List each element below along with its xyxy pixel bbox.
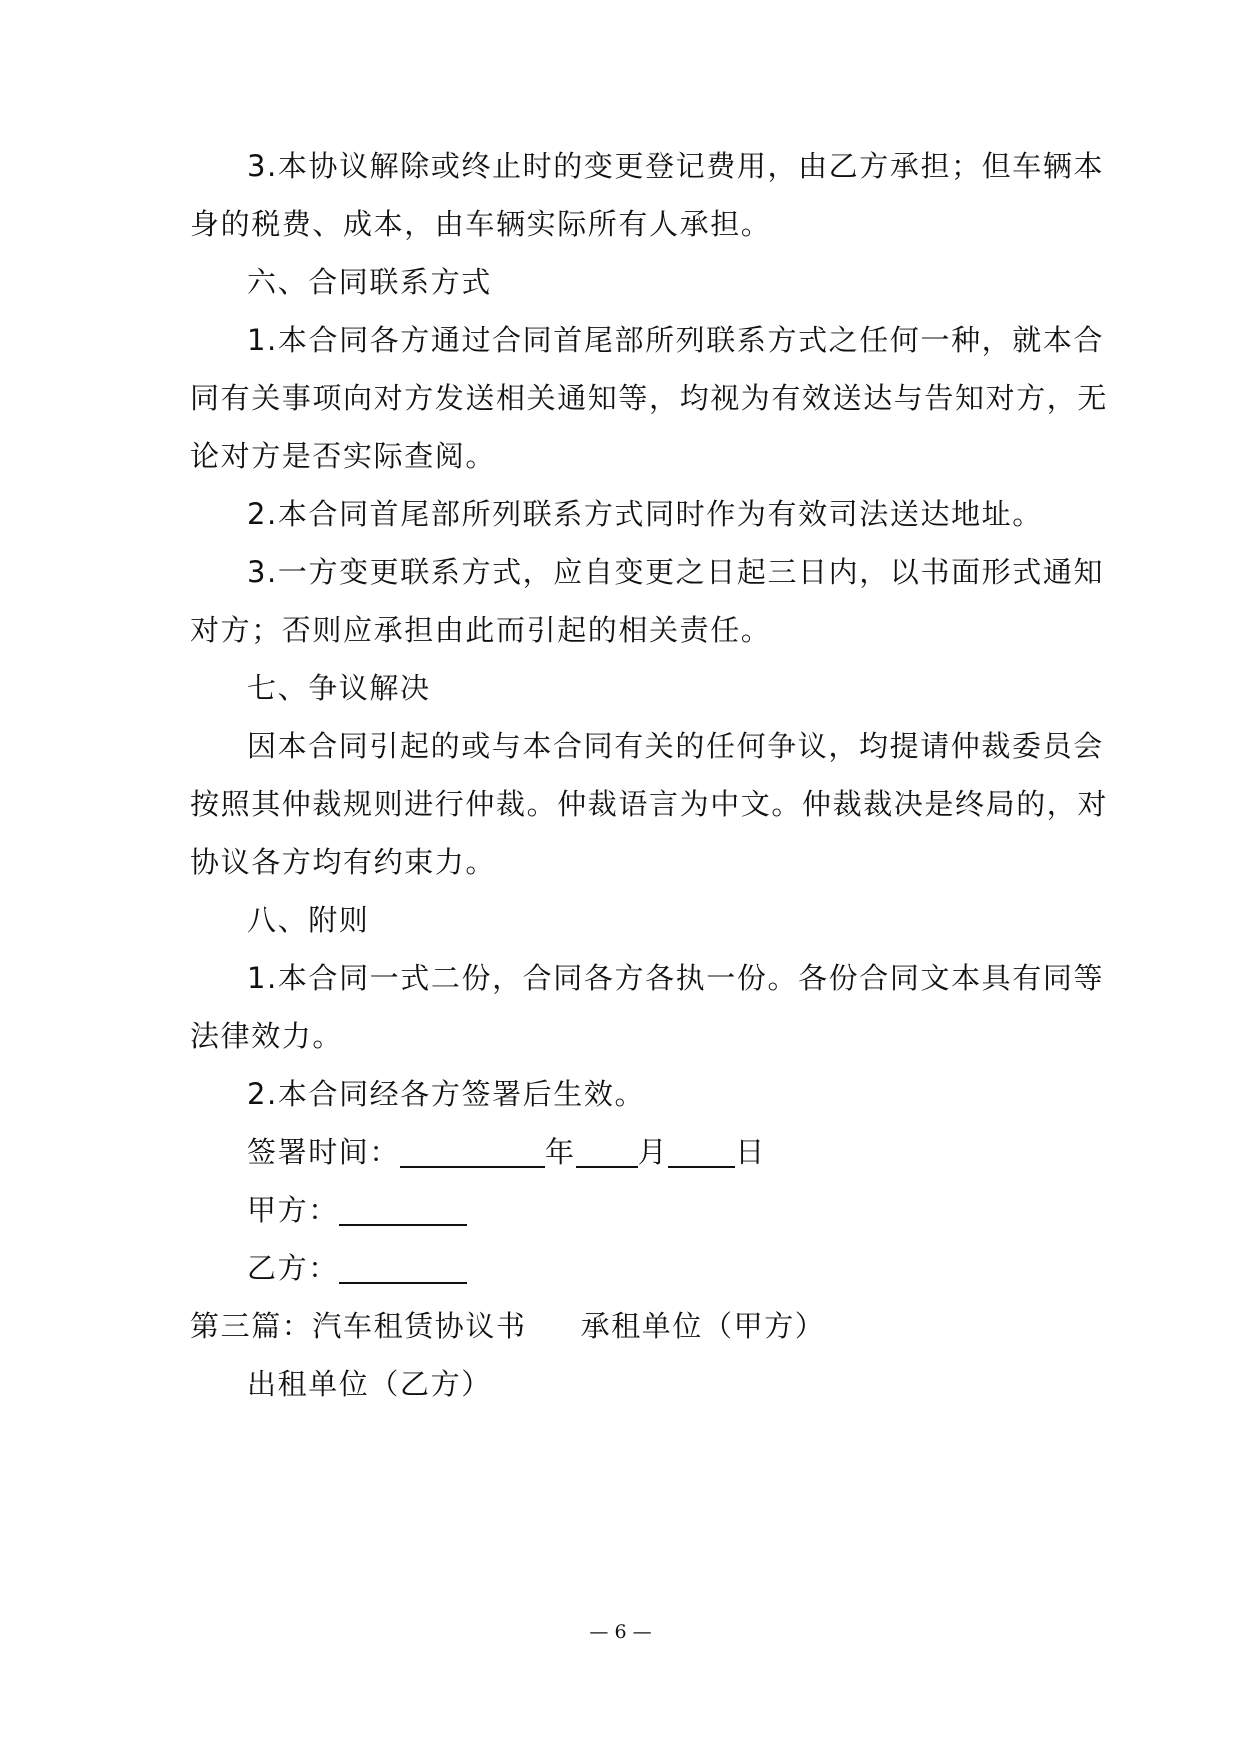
paragraph-line: 论对方是否实际查阅。 bbox=[190, 439, 497, 473]
paragraph-line: 同有关事项向对方发送相关通知等，均视为有效送达与告知对方，无 bbox=[190, 381, 1109, 415]
paragraph-line: 3.一方变更联系方式，应自变更之日起三日内，以书面形式通知 bbox=[247, 555, 1105, 589]
page-number: — 6 — bbox=[589, 1621, 652, 1643]
party-a-label: 甲方： bbox=[247, 1193, 339, 1227]
paragraph-line: 协议各方均有约束力。 bbox=[190, 845, 497, 879]
party-b-label: 乙方： bbox=[247, 1251, 339, 1285]
party-b-line bbox=[247, 1250, 467, 1286]
paragraph-line: 因本合同引起的或与本合同有关的任何争议，均提请仲裁委员会 bbox=[247, 729, 1104, 763]
paragraph-line: 按照其仲裁规则进行仲裁。仲裁语言为中文。仲裁裁决是终局的，对 bbox=[190, 787, 1109, 821]
paragraph-line: 1.本合同各方通过合同首尾部所列联系方式之任何一种，就本合 bbox=[247, 323, 1105, 357]
section-three-title: 第三篇：汽车租赁协议书 bbox=[190, 1309, 527, 1343]
paragraph-line: 2.本合同首尾部所列联系方式同时作为有效司法送达地址。 bbox=[247, 497, 1043, 531]
paragraph-line: 对方；否则应承担由此而引起的相关责任。 bbox=[190, 613, 772, 647]
month-label: 月 bbox=[637, 1135, 669, 1169]
signature-time-label: 签署时间： bbox=[247, 1135, 401, 1169]
party-b-blank bbox=[339, 1252, 467, 1284]
party-a-line bbox=[247, 1192, 467, 1228]
signature-date-line bbox=[247, 1134, 766, 1170]
paragraph-line: 身的税费、成本，由车辆实际所有人承担。 bbox=[190, 207, 772, 241]
lessor-label: 出租单位（乙方） bbox=[247, 1367, 492, 1401]
paragraph-line: 3.本协议解除或终止时的变更登记费用，由乙方承担；但车辆本 bbox=[247, 149, 1105, 183]
paragraph-line: 1.本合同一式二份，合同各方各执一份。各份合同文本具有同等 bbox=[247, 961, 1105, 995]
section-heading-contact: 六、合同联系方式 bbox=[247, 265, 492, 299]
day-label: 日 bbox=[735, 1135, 766, 1169]
year-blank bbox=[400, 1136, 545, 1168]
year-label: 年 bbox=[545, 1135, 576, 1169]
paragraph-line: 法律效力。 bbox=[190, 1019, 344, 1053]
section-three-line bbox=[190, 1308, 825, 1344]
paragraph-line: 2.本合同经各方签署后生效。 bbox=[247, 1077, 646, 1111]
party-a-blank bbox=[339, 1194, 467, 1226]
month-blank bbox=[576, 1136, 638, 1168]
day-blank bbox=[668, 1136, 735, 1168]
lessee-label: 承租单位（甲方） bbox=[580, 1309, 826, 1343]
section-heading-dispute: 七、争议解决 bbox=[247, 671, 431, 705]
section-heading-supplementary: 八、附则 bbox=[247, 903, 370, 937]
